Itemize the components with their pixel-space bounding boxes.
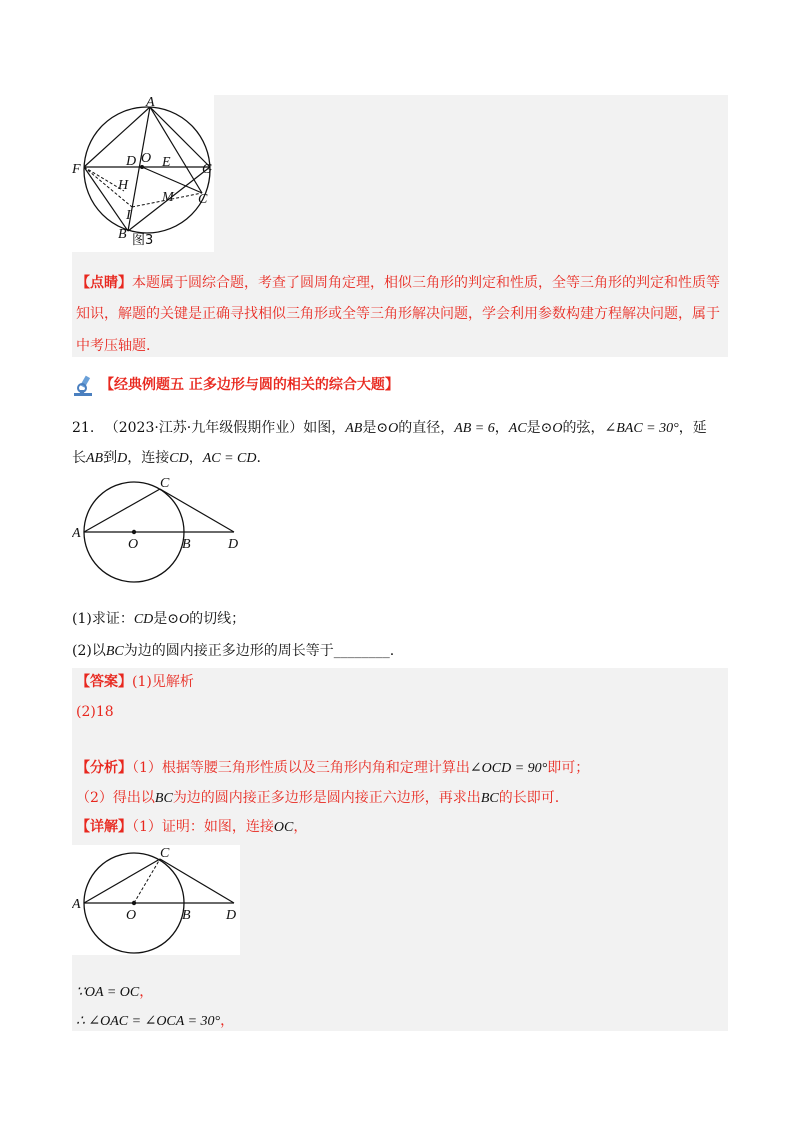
problem-fig-label-A: A bbox=[72, 526, 81, 541]
problem-line-2 bbox=[72, 448, 261, 469]
fig3-label-M: M bbox=[162, 190, 174, 205]
math-d: D bbox=[117, 451, 128, 466]
problem-text: 的弦， bbox=[562, 420, 605, 436]
math-ab: AB bbox=[345, 421, 363, 436]
problem-fig-label-D: D bbox=[228, 537, 239, 552]
detail-fig-label-C: C bbox=[160, 846, 170, 861]
question-text: 为边的圆内接正多边形的周长等于________. bbox=[123, 643, 395, 659]
question-text: 的切线； bbox=[189, 611, 246, 627]
detail-fig-label-D: D bbox=[226, 908, 237, 923]
problem-text: ， bbox=[494, 420, 509, 436]
problem-fig-label-B: B bbox=[182, 537, 191, 552]
problem-number: 21. bbox=[72, 420, 95, 436]
question-2 bbox=[72, 641, 394, 662]
fig3-label-I: I bbox=[126, 208, 131, 223]
problem-figure bbox=[72, 474, 244, 586]
figure-3 bbox=[72, 95, 214, 252]
math-angle-ocd: ∠OCD = 90° bbox=[469, 761, 548, 776]
fig3-label-C: C bbox=[198, 192, 208, 207]
problem-text: ，连接 bbox=[127, 450, 170, 466]
answer-part-1: (1)见解析 bbox=[132, 674, 194, 690]
problem-line-1 bbox=[72, 418, 707, 439]
analysis-text: 为边的圆内接正多边形是圆内接正六边形，再求出 bbox=[172, 790, 481, 806]
problem-text: ，延 bbox=[678, 420, 707, 436]
math-circle-o: ⊙O bbox=[540, 421, 563, 436]
figure-3-diagram bbox=[72, 95, 214, 252]
detail-text: ， bbox=[293, 819, 308, 835]
math-ac-eq-cd: AC = CD bbox=[202, 451, 257, 466]
problem-text: . bbox=[256, 450, 261, 466]
math-bc: BC bbox=[105, 644, 124, 659]
problem-source: （2023·江苏·九年级假期作业） bbox=[104, 420, 304, 436]
analysis-text: （1）根据等腰三角形性质以及三角形内角和定理计算出 bbox=[132, 760, 470, 776]
problem-fig-label-C: C bbox=[160, 476, 170, 491]
math-ac: AC bbox=[508, 421, 527, 436]
analysis-text: 即可； bbox=[547, 760, 590, 776]
math-oa-eq-oc: ∵OA = OC bbox=[76, 985, 140, 1000]
question-text: 是 bbox=[153, 611, 168, 627]
problem-text: 到 bbox=[103, 450, 118, 466]
math-bc: BC bbox=[480, 791, 499, 806]
analysis-text: 的长即可. bbox=[498, 790, 560, 806]
detail-text: （1）证明：如图，连接 bbox=[132, 819, 274, 835]
detail-figure-diagram bbox=[72, 845, 240, 955]
problem-text: ， bbox=[188, 450, 203, 466]
fig3-label-E: E bbox=[162, 155, 171, 170]
problem-text: 是 bbox=[362, 420, 377, 436]
answer-part-2: (2)18 bbox=[76, 704, 114, 720]
math-oc: OC bbox=[273, 820, 294, 835]
comment-line-2: 知识，解题的关键是正确寻找相似三角形或全等三角形解决问题，学会利用参数构建方程解决问题，属于 bbox=[76, 306, 720, 322]
detail-tag: 【详解】 bbox=[76, 819, 132, 835]
detail-fig-label-B: B bbox=[182, 908, 191, 923]
math-angle-bac: ∠BAC = 30° bbox=[604, 421, 679, 436]
math-circle-o: ⊙O bbox=[376, 421, 399, 436]
fig3-label-A: A bbox=[146, 95, 155, 110]
comment-line-1 bbox=[76, 273, 720, 293]
fig3-label-B: B bbox=[118, 227, 127, 242]
problem-text: 长 bbox=[72, 450, 86, 466]
fig3-label-F: F bbox=[72, 162, 81, 177]
detail-fig-label-O: O bbox=[126, 908, 137, 923]
math-ab: AB bbox=[86, 451, 104, 466]
analysis-tag: 【分析】 bbox=[76, 760, 132, 776]
question-1 bbox=[72, 609, 245, 630]
problem-text: 是 bbox=[526, 420, 541, 436]
math-ab-eq-6: AB = 6 bbox=[454, 421, 495, 436]
math-angle-oac: ∴ ∠OAC = ∠OCA = 30° bbox=[76, 1014, 221, 1029]
microscope-icon bbox=[72, 373, 96, 397]
problem-fig-label-O: O bbox=[128, 537, 139, 552]
detail-line-1 bbox=[76, 817, 307, 838]
step-punct: ， bbox=[220, 1013, 235, 1029]
step-punct: ， bbox=[139, 984, 154, 1000]
detail-figure bbox=[72, 845, 240, 955]
section-title: 【经典例题五 正多边形与圆的相关的综合大题】 bbox=[100, 377, 399, 393]
figure-3-caption: 图3 bbox=[132, 233, 154, 248]
problem-text: 的直径， bbox=[398, 420, 455, 436]
math-cd: CD bbox=[169, 451, 189, 466]
question-text: (1)求证： bbox=[72, 611, 134, 627]
question-text: (2)以 bbox=[72, 643, 106, 659]
fig3-label-G: G bbox=[202, 162, 213, 177]
fig3-label-D: D bbox=[126, 154, 137, 169]
fig3-label-O: O bbox=[141, 151, 152, 166]
math-circle-o: ⊙O bbox=[167, 612, 190, 627]
math-cd: CD bbox=[133, 612, 154, 627]
answer-tag: 【答案】 bbox=[76, 674, 132, 690]
problem-text: 如图， bbox=[303, 420, 346, 436]
detail-fig-label-A: A bbox=[72, 897, 81, 912]
problem-figure-diagram bbox=[72, 474, 244, 586]
fig3-label-H: H bbox=[118, 178, 129, 193]
step-1 bbox=[76, 982, 153, 1003]
step-2 bbox=[76, 1011, 234, 1032]
answer-line-1 bbox=[76, 672, 194, 692]
analysis-line-2 bbox=[76, 788, 559, 809]
comment-tag: 【点睛】 bbox=[76, 275, 132, 291]
comment-text-1: 本题属于圆综合题，考查了圆周角定理，相似三角形的判定和性质，全等三角形的判定和性质等 bbox=[132, 275, 720, 291]
analysis-line-1 bbox=[76, 758, 589, 779]
comment-line-3: 中考压轴题. bbox=[76, 338, 151, 354]
analysis-text: （2）得出以 bbox=[76, 790, 155, 806]
section-heading bbox=[72, 372, 399, 398]
math-bc: BC bbox=[154, 791, 173, 806]
